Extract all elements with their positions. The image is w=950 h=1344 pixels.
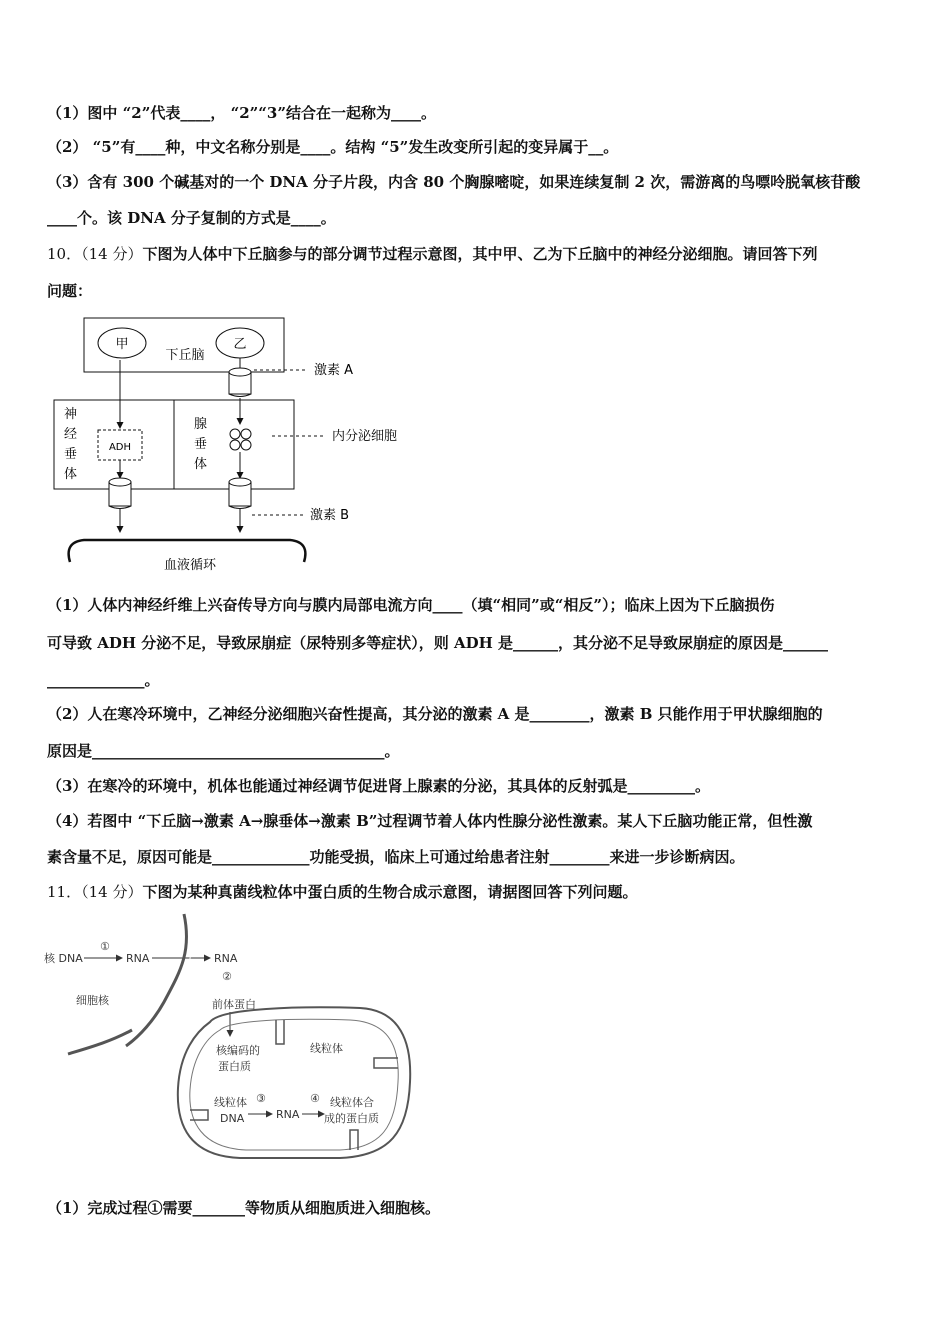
- q10-part4-line1: （4）若图中 “下丘脑→激素 A→腺垂体→激素 B”过程调节着人体内性腺分泌性激素。某人下丘脑功能正常，但性激: [47, 812, 813, 830]
- q11-part1: （1）完成过程①需要_______等物质从细胞质进入细胞核。: [47, 1199, 440, 1217]
- q10-part2-line1: （2）人在寒冷环境中，乙神经分泌细胞兴奋性提高，其分泌的激素 A 是________，激素 B 只能作用于甲状腺细胞的: [47, 705, 823, 723]
- mitochondrion-inner-membrane: [190, 1019, 398, 1150]
- mito-protein-label-1: 线粒体合: [330, 1096, 374, 1109]
- q10-part3: （3）在寒冷的环境中，机体也能通过神经调节促进肾上腺素的分泌，其具体的反射弧是_________。: [47, 777, 710, 795]
- hypothalamus-box: [84, 318, 284, 372]
- hormone-b-vesicle: [229, 478, 251, 509]
- q10-number: 10．: [47, 245, 82, 263]
- nuclear-protein-label-1: 核编码的: [216, 1044, 260, 1057]
- svg-text:神: 神: [64, 407, 78, 422]
- step4-label: ④: [310, 1092, 320, 1105]
- step1-label: ①: [100, 940, 110, 953]
- q9-part3-line2: ____个。该 DNA 分子复制的方式是____。: [47, 209, 336, 227]
- nuclear-dna-label: 核 DNA: [44, 952, 83, 965]
- hormone-a-label: 激素 A: [314, 363, 354, 378]
- blood-circulation-label: 血液循环: [163, 558, 217, 573]
- mitochondrion-label: 线粒体: [310, 1042, 343, 1055]
- q11-number: 11．: [47, 883, 82, 901]
- q9-part3-line1: （3）含有 300 个碱基对的一个 DNA 分子片段，内含 80 个胸腺嘧啶，如果连续复制 2 次，需游离的鸟嘌呤脱氧核苷酸: [47, 173, 861, 191]
- nuclear-envelope: [126, 914, 187, 1046]
- svg-text:体: 体: [64, 467, 78, 482]
- svg-text:垂: 垂: [64, 447, 78, 462]
- svg-text:腺: 腺: [194, 417, 208, 432]
- q10-part4-line2: 素含量不足，原因可能是_____________功能受损，临床上可通过给患者注射________来进一步诊断病因。: [47, 848, 745, 866]
- q9-part2: （2） “5”有____种，中文名称分别是____。结构 “5”发生改变所引起的变异属于__。: [47, 138, 619, 156]
- endocrine-cell-label: 内分泌细胞: [332, 429, 398, 444]
- neurohypophysis-label: [64, 406, 77, 482]
- adenohypophysis-label: [194, 417, 207, 472]
- nucleus-label: 细胞核: [76, 994, 109, 1007]
- q10-part1-line3: _____________。: [47, 671, 160, 689]
- mito-dna-label-2: DNA: [220, 1112, 245, 1125]
- q10-part2-line2: 原因是_______________________________________。: [47, 742, 400, 760]
- step2-label: ②: [222, 970, 232, 983]
- cell-yi-label: 乙: [233, 337, 247, 352]
- q11-score: （14 分）: [81, 883, 143, 901]
- step3-label: ③: [256, 1092, 266, 1105]
- hypothalamus-regulation-diagram: [40, 310, 440, 580]
- rna1-label: RNA: [126, 952, 150, 965]
- mitochondrial-protein-synthesis-diagram: [40, 912, 420, 1167]
- hormone-a-vesicle: [229, 368, 251, 397]
- mito-dna-label-1: 线粒体: [214, 1096, 247, 1109]
- cell-jia-label: 甲: [115, 337, 129, 352]
- rna3-label: RNA: [276, 1108, 300, 1121]
- precursor-protein-label: 前体蛋白: [212, 998, 256, 1011]
- q10-score: （14 分）: [81, 245, 143, 263]
- hormone-b-label: 激素 B: [310, 508, 350, 523]
- endocrine-cells: [230, 429, 251, 450]
- q9-part1: （1）图中 “2”代表____， “2”“3”结合在一起称为____。: [47, 104, 436, 122]
- q11-stem: [47, 882, 910, 902]
- hypothalamus-label: 下丘脑: [165, 348, 205, 363]
- rna2-label: RNA: [214, 952, 238, 965]
- nuclear-protein-label-2: 蛋白质: [218, 1060, 251, 1073]
- adh-vesicle: [109, 478, 131, 509]
- svg-text:体: 体: [194, 457, 208, 472]
- q11-stem-text: 下图为某种真菌线粒体中蛋白质的生物合成示意图，请据图回答下列问题。: [142, 883, 638, 901]
- adh-label: ADH: [108, 442, 132, 453]
- q10-stem-text: 下图为人体中下丘脑参与的部分调节过程示意图，其中甲、乙为下丘脑中的神经分泌细胞。请回答下列: [142, 245, 818, 263]
- q10-part1-line2: 可导致 ADH 分泌不足，导致尿崩症（尿特别多等症状），则 ADH 是______，其分泌不足导致尿崩症的原因是______: [47, 634, 829, 652]
- q10-stem: [47, 244, 910, 264]
- mito-protein-label-2: 成的蛋白质: [324, 1112, 379, 1125]
- q10-stem-line2: 问题：: [47, 282, 93, 300]
- svg-text:经: 经: [64, 427, 78, 442]
- svg-text:垂: 垂: [194, 437, 208, 452]
- mitochondrion-outer-membrane: [178, 1007, 410, 1158]
- q10-part1-line1: （1）人体内神经纤维上兴奋传导方向与膜内局部电流方向____（填“相同”或“相反”）；临床上因为下丘脑损伤: [47, 596, 775, 614]
